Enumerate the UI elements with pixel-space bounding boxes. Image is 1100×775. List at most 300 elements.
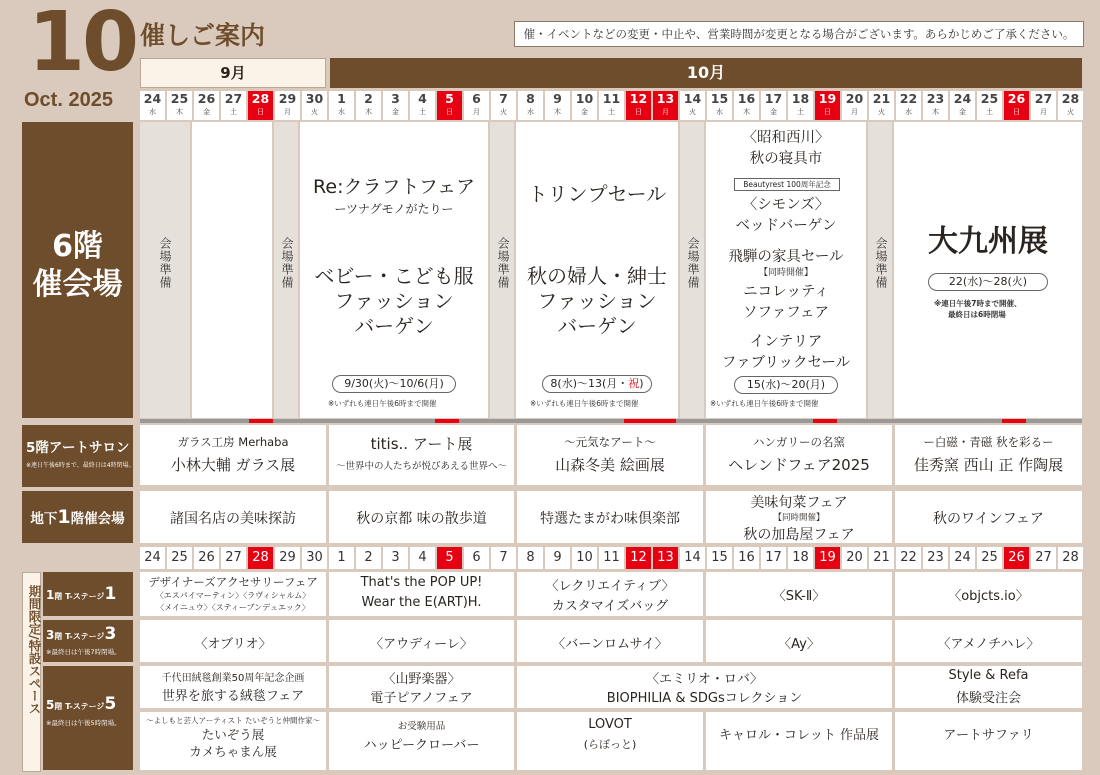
t1-sk2-text: 〈SK-Ⅱ〉 <box>772 589 826 604</box>
day-number: 14 <box>683 91 702 106</box>
ev4-note1: ※連日午後7時まで開催、 <box>934 299 1022 308</box>
day-cell: 4 <box>410 547 435 569</box>
t5-piano-l2: 電子ピアノフェア <box>370 691 473 706</box>
day-cell <box>842 91 867 120</box>
t3-label <box>43 620 133 662</box>
t5-artsafari-text: アートサファリ <box>943 728 1034 743</box>
holiday-marker <box>624 419 676 423</box>
t1-popup <box>329 572 514 616</box>
b1-label-c: 階催会場 <box>70 511 125 527</box>
day-cell: 18 <box>788 547 813 569</box>
t5-floor: 5 <box>46 698 55 712</box>
t1-floor: 1 <box>46 588 55 602</box>
day-number: 24 <box>953 91 972 106</box>
weekday: 金 <box>959 108 966 116</box>
day-number: 11 <box>602 91 621 106</box>
day-cell: 9 <box>545 547 570 569</box>
day-cell: 16 <box>734 547 759 569</box>
b1-kyoto <box>329 491 514 543</box>
t1-recreative-l2: カスタマイズバッグ <box>551 599 669 614</box>
day-cell: 25 <box>977 547 1002 569</box>
t5-note: ※最終日は午後5時閉場。 <box>46 719 121 727</box>
weekday: 月 <box>284 108 291 116</box>
prep-text: 会場準備 <box>158 237 172 289</box>
b1-wine <box>895 491 1082 543</box>
ev3-badge: Beautyrest 100周年記念 <box>734 178 840 191</box>
day-cell: 30 <box>302 547 327 569</box>
day-cell <box>734 91 759 120</box>
weekday: 金 <box>203 108 210 116</box>
weekday: 土 <box>797 108 804 116</box>
weekday: 日 <box>257 108 264 116</box>
weekday: 木 <box>932 108 939 116</box>
day-cell: 25 <box>167 547 192 569</box>
t1-objcts-text: 〈objcts.io〉 <box>948 589 1029 604</box>
day-cell <box>950 91 975 120</box>
day-number: 26 <box>197 91 216 106</box>
t3-amenochihare-text: 〈アメノチハレ〉 <box>937 637 1040 652</box>
t5-num: 5 <box>104 694 117 714</box>
month-october: 10月 <box>330 58 1082 88</box>
ev3-l3: 〈シモンズ〉 <box>742 197 830 213</box>
day-number: 28 <box>1061 91 1080 106</box>
ev3-l6: 【同時開催】 <box>758 268 813 278</box>
t1-num: 1 <box>104 584 117 604</box>
ev3-l1: 〈昭和西川〉 <box>742 130 830 146</box>
t3-oblio <box>140 620 326 662</box>
t5-carole <box>706 712 892 770</box>
art-kashu-sub: ー白磁・青磁 秋を彩るー <box>923 435 1054 449</box>
empty-block <box>192 122 272 418</box>
day-cell <box>653 91 678 120</box>
ev3-l4: ベッドバーゲン <box>735 218 837 234</box>
day-cell: 15 <box>707 547 732 569</box>
b1-shunsai <box>706 491 892 543</box>
day-number: 1 <box>337 91 346 106</box>
floor6-label <box>22 122 133 418</box>
t5-carole-text: キャロル・コレット 作品展 <box>718 728 879 743</box>
t1-accessory-l3: 〈メイニュウ〉〈スティーブンデュエック〉 <box>156 603 310 612</box>
month-number: 10 <box>28 0 137 90</box>
ev3-l7: ニコレッティ <box>743 284 829 300</box>
ev1-title: Re:クラフトフェア <box>313 176 475 198</box>
art-titis-sub: ～世界中の人たちが悦びあえる世界へ～ <box>335 461 507 472</box>
t3-label-mid: 階 T-ステージ <box>54 632 105 641</box>
ev2-date-holiday: 祝 <box>628 377 640 390</box>
day-number: 22 <box>899 91 918 106</box>
day-cell: 28 <box>248 547 273 569</box>
t3-baanromsai-text: 〈バーンロムサイ〉 <box>552 637 668 652</box>
ev3-l8: ソファフェア <box>743 305 829 321</box>
t5-clover-l2: ハッピークローバー <box>363 738 480 753</box>
b1-shunsai-l3: 秋の加島屋フェア <box>743 527 855 543</box>
art-yamamori <box>517 425 703 485</box>
weekday: 日 <box>635 108 642 116</box>
t3-audire <box>329 620 514 662</box>
t5-label-text <box>46 694 116 714</box>
day-cell <box>545 91 570 120</box>
t5-emilio <box>517 666 892 708</box>
ev2-date-c: ) <box>639 377 644 390</box>
day-cell: 1 <box>329 547 354 569</box>
day-number: 17 <box>764 91 783 106</box>
weekday: 日 <box>824 108 831 116</box>
day-cell <box>599 91 624 120</box>
day-number: 23 <box>926 91 945 106</box>
day-cell: 20 <box>842 547 867 569</box>
b1-tamagawa-text: 特選たまがわ味倶楽部 <box>540 511 680 527</box>
ev1-line2: ファッション <box>334 289 454 313</box>
day-cell <box>626 91 651 120</box>
day-cell: 17 <box>761 547 786 569</box>
event-kyushu <box>894 122 1082 418</box>
day-cell <box>1031 91 1056 120</box>
b1-wine-text: 秋のワインフェア <box>933 511 1044 527</box>
day-cell <box>923 91 948 120</box>
day-cell <box>680 91 705 120</box>
day-cell <box>572 91 597 120</box>
art-kashu-main: 佳秀窯 西山 正 作陶展 <box>913 456 1064 474</box>
special-vertical-text: 期間限定/特設スペース <box>27 585 42 715</box>
t5-emilio-l2: BIOPHILIA & SDGsコレクション <box>606 691 803 706</box>
prep-text: 会場準備 <box>686 237 700 289</box>
t1-popup-l2: Wear the E(ART)H. <box>361 595 482 610</box>
day-number: 12 <box>629 91 648 106</box>
weekday: 月 <box>473 108 480 116</box>
day-cell: 2 <box>356 547 381 569</box>
t3-audire-text: 〈アウディーレ〉 <box>370 637 473 652</box>
weekday: 月 <box>1040 108 1047 116</box>
weekday: 日 <box>446 108 453 116</box>
day-cell: 24 <box>950 547 975 569</box>
t5-lovot-l1: LOVOT <box>588 717 632 732</box>
day-cell <box>140 91 165 120</box>
ev1-date: 9/30(火)～10/6(月) <box>332 375 456 393</box>
day-number: 19 <box>818 91 837 106</box>
weekday: 火 <box>311 108 318 116</box>
t5-piano <box>329 666 514 708</box>
day-number: 7 <box>499 91 508 106</box>
ev3-l5: 飛騨の家具セール <box>728 249 844 265</box>
day-cell: 29 <box>275 547 300 569</box>
day-cell <box>761 91 786 120</box>
t3-amenochihare <box>895 620 1082 662</box>
weekday: 月 <box>662 108 669 116</box>
day-number: 6 <box>472 91 481 106</box>
event-bedding-furniture <box>706 122 866 418</box>
t1-label-mid: 階 T-ステージ <box>54 592 105 601</box>
t1-recreative <box>517 572 703 616</box>
b1-label <box>22 491 133 543</box>
weekday: 火 <box>878 108 885 116</box>
day-number: 13 <box>656 91 675 106</box>
weekday: 金 <box>581 108 588 116</box>
art-herend <box>706 425 892 485</box>
prep-block-2 <box>274 122 298 418</box>
page-title: 催しご案内 <box>140 21 266 50</box>
weekday: 木 <box>743 108 750 116</box>
day-cell: 26 <box>1004 547 1029 569</box>
b1-shunsai-l1: 美味旬菜フェア <box>750 495 848 511</box>
t5-lovot <box>517 712 703 770</box>
b1-label-b: 1 <box>57 506 71 528</box>
day-cell: 23 <box>923 547 948 569</box>
ev3-l2: 秋の寝具市 <box>749 151 823 167</box>
t3-oblio-text: 〈オブリオ〉 <box>194 637 272 652</box>
b1-tamagawa <box>517 491 703 543</box>
weekday: 水 <box>905 108 912 116</box>
b1-label-text <box>22 506 133 528</box>
day-cell: 5 <box>437 547 462 569</box>
day-number: 24 <box>143 91 162 106</box>
ev2-line1: 秋の婦人・紳士 <box>527 264 667 288</box>
t5-taizo-l3: カメちゃまん展 <box>189 744 277 759</box>
weekday: 水 <box>716 108 723 116</box>
floor5-label-text: 5階アートサロン <box>26 440 130 456</box>
ev4-date: 22(水)～28(火) <box>928 273 1048 291</box>
day-number: 10 <box>575 91 594 106</box>
b1-shokoku <box>140 491 326 543</box>
day-cell: 26 <box>194 547 219 569</box>
special-vertical-label <box>22 572 41 772</box>
day-cell: 3 <box>383 547 408 569</box>
day-cell <box>491 91 516 120</box>
t5-label-mid: 階 T-ステージ <box>54 702 105 711</box>
b1-kyoto-text: 秋の京都 味の散歩道 <box>356 511 487 527</box>
art-yamamori-main: 山森冬美 絵画展 <box>555 456 665 474</box>
day-cell <box>194 91 219 120</box>
day-cell <box>977 91 1002 120</box>
prep-text: 会場準備 <box>496 237 510 289</box>
ev1-note: ※いずれも連日午後6時まで開催 <box>328 399 437 408</box>
t1-recreative-l1: 〈レクリエイティブ〉 <box>545 579 675 594</box>
prep-block-1 <box>140 122 190 418</box>
day-cell <box>275 91 300 120</box>
weekday: 月 <box>851 108 858 116</box>
day-cell <box>869 91 894 120</box>
t1-objcts <box>895 572 1082 616</box>
floor5-note: ※連日午後6時まで、最終日は4時閉場。 <box>26 462 135 469</box>
art-glass-sub: ガラス工房 Merhaba <box>177 435 289 449</box>
art-titis <box>329 425 514 485</box>
day-cell: 22 <box>896 547 921 569</box>
day-cell: 21 <box>869 547 894 569</box>
t5-refa-l2: 体験受注会 <box>955 691 1021 706</box>
day-number: 21 <box>872 91 891 106</box>
day-number: 26 <box>1007 91 1026 106</box>
day-cell: 27 <box>221 547 246 569</box>
day-number: 18 <box>791 91 810 106</box>
day-cell: 10 <box>572 547 597 569</box>
day-cell: 13 <box>653 547 678 569</box>
day-number: 8 <box>526 91 535 106</box>
ev3-l9: インテリア <box>749 334 823 350</box>
ev2-note: ※いずれも連日午後6時まで開催 <box>530 399 639 408</box>
t1-accessory <box>140 572 326 616</box>
ev3-l10: ファブリックセール <box>721 355 851 371</box>
art-glass-main: 小林大輔 ガラス展 <box>170 456 296 474</box>
weekday: 土 <box>230 108 237 116</box>
ev2-line2: ファッション <box>537 289 657 313</box>
day-number: 15 <box>710 91 729 106</box>
ev3-note: ※いずれも連日午後6時まで開催 <box>710 399 819 408</box>
t5-taizo-l1: ～よしもと芸人アーティスト たいぞうと仲間作家～ <box>145 716 321 725</box>
art-herend-main: ヘレンドフェア2025 <box>728 456 870 474</box>
day-cell: 12 <box>626 547 651 569</box>
day-cell <box>167 91 192 120</box>
weekday: 火 <box>1067 108 1074 116</box>
t5-rug <box>140 666 326 708</box>
weekday: 金 <box>770 108 777 116</box>
weekday: 水 <box>527 108 534 116</box>
day-number: 30 <box>305 91 324 106</box>
day-cell <box>464 91 489 120</box>
day-number: 27 <box>1034 91 1053 106</box>
weekday: 火 <box>689 108 696 116</box>
ev1-line3: バーゲン <box>354 314 434 338</box>
sunday-marker <box>435 419 459 423</box>
t1-accessory-l2: 〈エスパイマーティン〉〈ラヴィシャルム〉 <box>155 591 311 600</box>
weekday: 土 <box>419 108 426 116</box>
ev2-line3: バーゲン <box>557 314 637 338</box>
day-cell <box>410 91 435 120</box>
weekday: 金 <box>392 108 399 116</box>
t5-refa-l1: Style & Refa <box>948 668 1029 683</box>
month-year: Oct. 2025 <box>24 89 113 111</box>
day-cell <box>518 91 543 120</box>
weekday: 木 <box>365 108 372 116</box>
t5-rug-l1: 千代田絨毯創業50周年記念企画 <box>161 673 305 684</box>
weekday: 木 <box>176 108 183 116</box>
floor5-label <box>22 425 133 487</box>
t1-sk2 <box>706 572 892 616</box>
day-number: 2 <box>364 91 373 106</box>
day-number: 27 <box>224 91 243 106</box>
day-cell: 28 <box>1058 547 1083 569</box>
day-cell <box>302 91 327 120</box>
sunday-marker <box>249 419 273 423</box>
t5-clover-l1: お受験用品 <box>397 721 446 732</box>
day-number: 28 <box>251 91 270 106</box>
art-herend-sub: ハンガリーの名窯 <box>753 435 845 449</box>
ev2-title: トリンプセール <box>527 182 667 206</box>
month-september: 9月 <box>140 58 326 88</box>
t1-accessory-l1: デザイナーズアクセサリーフェア <box>148 575 318 589</box>
t3-label-text <box>46 624 116 644</box>
day-cell: 24 <box>140 547 165 569</box>
ev1-line1: ベビー・こども服 <box>314 264 474 288</box>
t5-clover <box>329 712 514 770</box>
t3-note: ※最終日は午後7時閉場。 <box>46 648 121 656</box>
t1-label-text <box>46 584 116 604</box>
ev2-date-a: 8(水)～13(月・ <box>550 377 629 390</box>
day-cell: 11 <box>599 547 624 569</box>
day-cell <box>356 91 381 120</box>
sunday-marker <box>1002 419 1026 423</box>
ev3-date: 15(水)～20(月) <box>734 376 838 394</box>
t5-rug-l2: 世界を旅する絨毯フェア <box>161 689 305 704</box>
day-number: 3 <box>391 91 400 106</box>
event-triumph <box>516 122 678 418</box>
day-cell <box>1058 91 1083 120</box>
t5-artsafari <box>895 712 1082 770</box>
t3-floor: 3 <box>46 628 55 642</box>
day-cell <box>896 91 921 120</box>
day-number: 29 <box>278 91 297 106</box>
b1-shunsai-l2: 【同時開催】 <box>773 513 825 523</box>
day-cell <box>221 91 246 120</box>
notice-box: 催・イベントなどの変更・中止や、営業時間が変更となる場合がございます。あらかじめご了承ください。 <box>514 21 1084 47</box>
day-number: 4 <box>418 91 427 106</box>
day-cell <box>329 91 354 120</box>
weekday: 日 <box>1013 108 1020 116</box>
prep-block-4 <box>680 122 704 418</box>
art-yamamori-sub: ～元気なアート～ <box>564 435 656 449</box>
weekday: 火 <box>500 108 507 116</box>
prep-text: 会場準備 <box>280 237 294 289</box>
day-cell <box>1004 91 1029 120</box>
art-glass <box>140 425 326 485</box>
t5-taizo <box>140 712 326 770</box>
t3-num: 3 <box>104 624 117 644</box>
t3-ay <box>706 620 892 662</box>
day-cell: 19 <box>815 547 840 569</box>
ev4-title: 大九州展 <box>928 224 1048 259</box>
prep-text: 会場準備 <box>874 237 888 289</box>
day-number: 5 <box>445 91 454 106</box>
day-cell <box>437 91 462 120</box>
weekday: 水 <box>149 108 156 116</box>
weekday: 土 <box>986 108 993 116</box>
weekday: 木 <box>554 108 561 116</box>
prep-block-3 <box>490 122 514 418</box>
ev1-sub: ーツナグモノがたりー <box>334 202 454 216</box>
t5-piano-l1: 〈山野楽器〉 <box>382 672 461 687</box>
day-cell: 8 <box>518 547 543 569</box>
day-cell <box>707 91 732 120</box>
t5-emilio-l1: 〈エミリオ・ロバ〉 <box>646 672 763 687</box>
weekday: 水 <box>338 108 345 116</box>
day-cell <box>815 91 840 120</box>
weekday: 土 <box>608 108 615 116</box>
floor6-label-line1: 6階 <box>52 229 103 264</box>
t3-baanromsai <box>517 620 703 662</box>
sunday-marker <box>813 419 837 423</box>
t1-popup-l1: That's the POP UP! <box>360 575 483 590</box>
t3-ay-text: 〈Ay〉 <box>778 637 820 652</box>
day-cell <box>788 91 813 120</box>
art-titis-main: titis.. アート展 <box>370 435 473 453</box>
divider-6f <box>140 419 1082 423</box>
event-craft-kids <box>300 122 488 418</box>
b1-shokoku-text: 諸国名店の美味探訪 <box>170 511 296 527</box>
day-cell <box>383 91 408 120</box>
ev4-note2: 最終日は6時閉場 <box>948 310 1006 319</box>
t1-label <box>43 572 133 616</box>
day-cell <box>248 91 273 120</box>
day-number: 25 <box>170 91 189 106</box>
prep-block-5 <box>868 122 892 418</box>
floor6-label-line2: 催会場 <box>32 267 123 302</box>
ev2-date <box>542 375 652 393</box>
day-cell: 27 <box>1031 547 1056 569</box>
t5-refa <box>895 666 1082 708</box>
t5-taizo-l2: たいぞう展 <box>201 727 265 742</box>
art-kashu <box>895 425 1082 485</box>
day-number: 25 <box>980 91 999 106</box>
day-cell: 6 <box>464 547 489 569</box>
day-number: 16 <box>737 91 756 106</box>
